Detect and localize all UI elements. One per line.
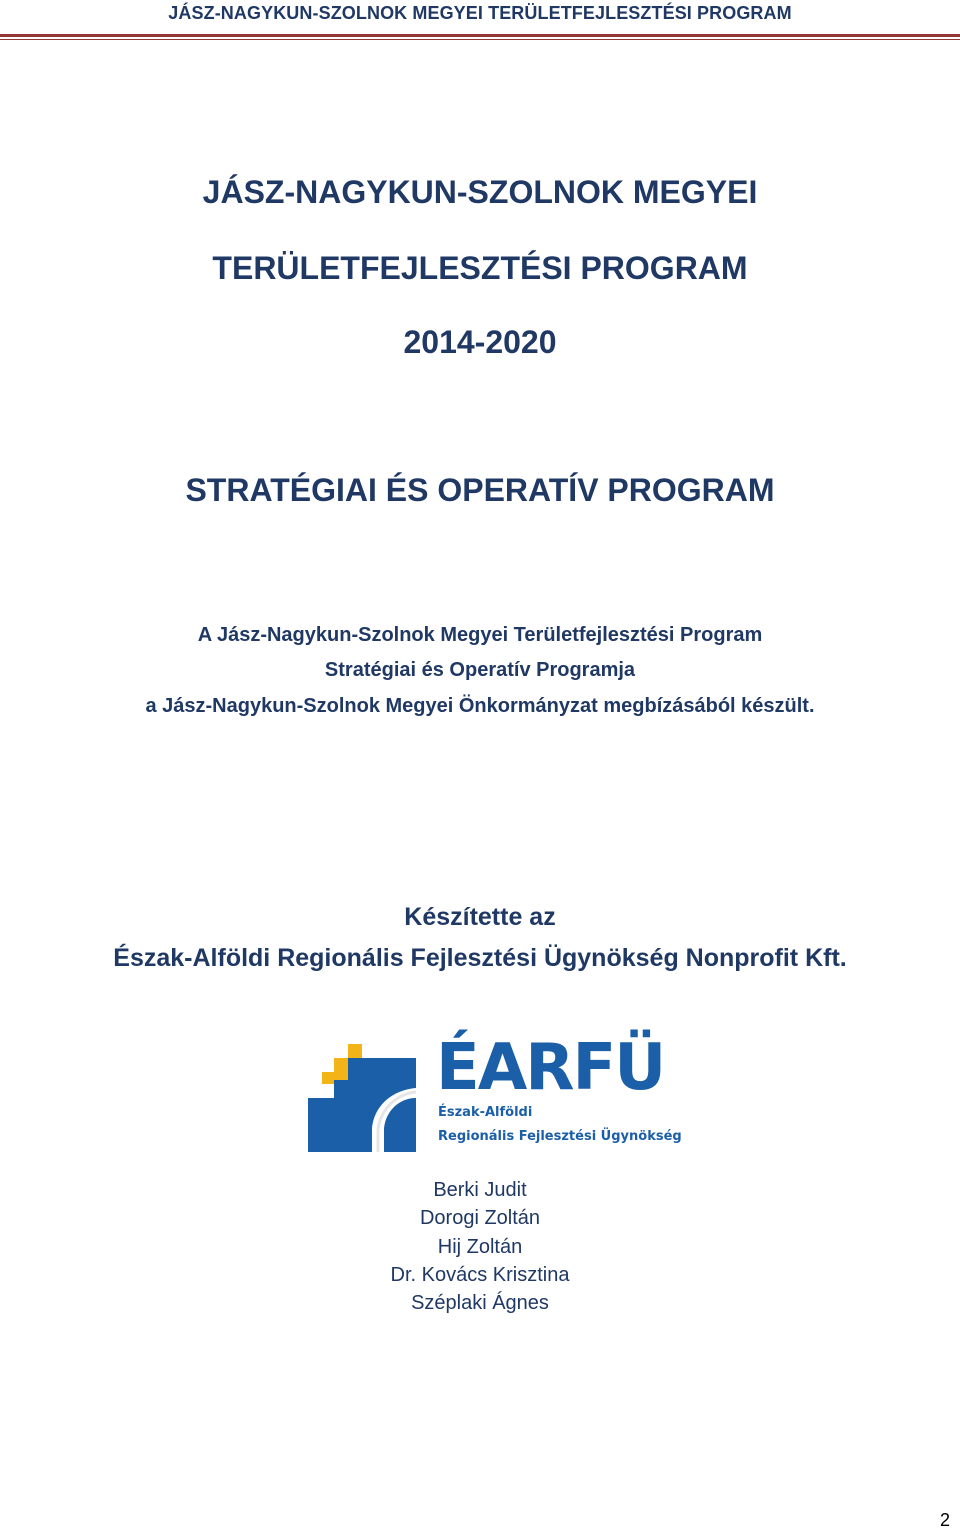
author-name: Dorogi Zoltán [419, 1207, 541, 1230]
earfu-logo [308, 1031, 682, 1154]
author-name: Hij Zoltán [437, 1235, 523, 1258]
logo-acronym: ÉARFÜ [436, 1031, 665, 1105]
title-years: 2014-2020 [403, 324, 557, 360]
author-name: Dr. Kovács Krisztina [390, 1263, 570, 1286]
prepared-by-line-2: Észak-Alföldi Regionális Fejlesztési Ügynökség Nonprofit Kft. [113, 944, 847, 972]
page-number: 2 [939, 1510, 950, 1530]
earfu-logo-mark-icon [308, 1044, 416, 1152]
logo-subtitle-line-1: Észak-Alföldi [438, 1105, 533, 1120]
prepared-by-line-1: Készítette az [404, 903, 556, 931]
title-line-2: TERÜLETFEJLESZTÉSI PROGRAM [212, 250, 748, 286]
logo-subtitle-line-2: Regionális Fejlesztési Ügynökség [438, 1129, 682, 1144]
title-subtitle: STRATÉGIAI ÉS OPERATÍV PROGRAM [185, 472, 775, 508]
header-rule-thick [0, 34, 960, 37]
header-rule-thin [0, 39, 960, 40]
author-list [0, 1176, 960, 1317]
intro-line-2: Stratégiai és Operatív Programja [324, 659, 636, 681]
intro-line-3: a Jász-Nagykun-Szolnok Megyei Önkormányzat megbízásából készült. [145, 695, 815, 717]
author-name: Széplaki Ágnes [411, 1292, 549, 1315]
running-header: JÁSZ-NAGYKUN-SZOLNOK MEGYEI TERÜLETFEJLESZTÉSI PROGRAM [168, 3, 792, 23]
title-line-1: JÁSZ-NAGYKUN-SZOLNOK MEGYEI [202, 174, 758, 210]
author-name: Berki Judit [433, 1179, 527, 1201]
intro-line-1: A Jász-Nagykun-Szolnok Megyei Területfejlesztési Program [197, 624, 763, 646]
